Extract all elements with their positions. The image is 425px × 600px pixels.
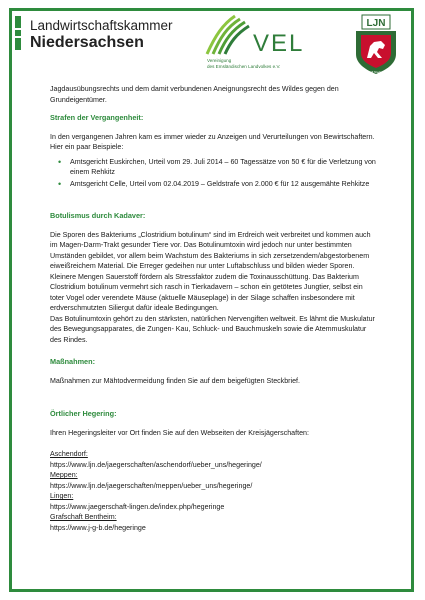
list-item: • Amtsgericht Euskirchen, Urteil vom 29. Juli 2014 – 60 Tagessätze von 50 € für die Verletzung von einem Rehkitz xyxy=(50,157,376,178)
lwk-name-line1: Landwirtschaftskammer xyxy=(30,18,173,33)
hegering-entry xyxy=(50,512,376,533)
ljn-letters: LJN xyxy=(366,18,386,29)
document-body xyxy=(50,84,376,533)
ljn-crest xyxy=(352,14,400,76)
vel-logo xyxy=(205,14,325,70)
botulismus-text-2: Das Botulinumtoxin gehört zu den stärksten, natürlichen Nervengiften weltweit. Es lähmt die Muskulatur des Bewegungsapparates, die Zungen- Kau, Schluck- und Bauchmuskeln sowie die Atemmuskulatur des Rindes. xyxy=(50,314,375,344)
hegering-link[interactable]: https://www.j-g-b.de/hegeringe xyxy=(50,523,146,532)
hegering-name: Meppen: xyxy=(50,471,78,479)
hegering-link[interactable]: https://www.ljn.de/jaegerschaften/meppen/ueber_uns/hegeringe/ xyxy=(50,481,253,490)
hegering-heading: Örtlicher Hegering: xyxy=(50,409,117,418)
strafen-text: In den vergangenen Jahren kam es immer wieder zu Anzeigen und Verurteilungen von Bewirtschaftern. Hier ein paar Beispiele: xyxy=(50,132,375,151)
botulismus-heading: Botulismus durch Kadaver: xyxy=(50,211,146,220)
vel-subtitle: Vereinigung des Emsländischen Landvolkes e.V. xyxy=(207,58,281,69)
lwk-mark-icon xyxy=(15,16,25,50)
hegering-name: Grafschaft Bentheim: xyxy=(50,513,117,521)
hegering-entry xyxy=(50,491,376,512)
ljn-ribbon-text: Jägerschaft Niedersachsen xyxy=(357,70,395,74)
botulismus-text: Die Sporen des Bakteriums „Clostridium botulinum“ sind im Erdreich weit verbreitet und kommen auch im Magen-Darm-Trakt gesunder Tiere vor. Das Botulinumtoxin wird jedoch nur unter bestimmten Umständen gebildet, vor allem beim Wachstum des Bakteriums in sich zersetzendem/abgestorbenem eiweißreichem Material. Die Erreger gedeihen nur unter Luftabschluss und bilden wieder Sporen. Kleinere Mengen Sauerstoff fördern als Stressfaktor zudem die Toxinausschüttung. Das Bakterium Clostridium botulinum vermehrt sich rasch in Tierkadavern – schon ein getötetes Jungtier, selbst ein toter Vogel oder verendete Mäuse (aktuelle Mäuseplage) in der Silage schaffen insbesondere mit erdverschmutzten Siliergut dafür ideale Bedingungen. xyxy=(50,230,371,312)
strafen-list xyxy=(50,157,376,190)
lwk-name-line2: Niedersachsen xyxy=(30,34,144,51)
ljn-shield-icon xyxy=(352,14,400,76)
strafen-heading: Strafen der Vergangenheit: xyxy=(50,113,144,122)
vel-wordmark: VEL xyxy=(253,30,305,57)
massnahmen-text: Maßnahmen zur Mähtodvermeidung finden Sie auf dem beigefügten Steckbrief. xyxy=(50,376,301,385)
intro-paragraph: Jagdausübungsrechts und dem damit verbundenen Aneignungsrecht des Wildes gegen den Grundeigentümer. xyxy=(50,85,339,104)
hegering-list xyxy=(50,449,376,533)
vel-stripes-icon xyxy=(205,14,251,56)
hegering-name: Lingen: xyxy=(50,492,74,500)
hegering-entry xyxy=(50,449,376,470)
hegering-link[interactable]: https://www.ljn.de/jaegerschaften/aschendorf/ueber_uns/hegeringe/ xyxy=(50,460,262,469)
hegering-name: Aschendorf: xyxy=(50,450,88,458)
list-item: • Amtsgericht Celle, Urteil vom 02.04.2019 – Geldstrafe von 2.000 € für 12 ausgemähte Rehkitze xyxy=(50,179,376,190)
massnahmen-heading: Maßnahmen: xyxy=(50,357,95,366)
hegering-entry xyxy=(50,470,376,491)
hegering-link[interactable]: https://www.jaegerschaft-lingen.de/index.php/hegeringe xyxy=(50,502,225,511)
hegering-text: Ihren Hegeringsleiter vor Ort finden Sie auf den Webseiten der Kreisjägerschaften: xyxy=(50,428,309,437)
